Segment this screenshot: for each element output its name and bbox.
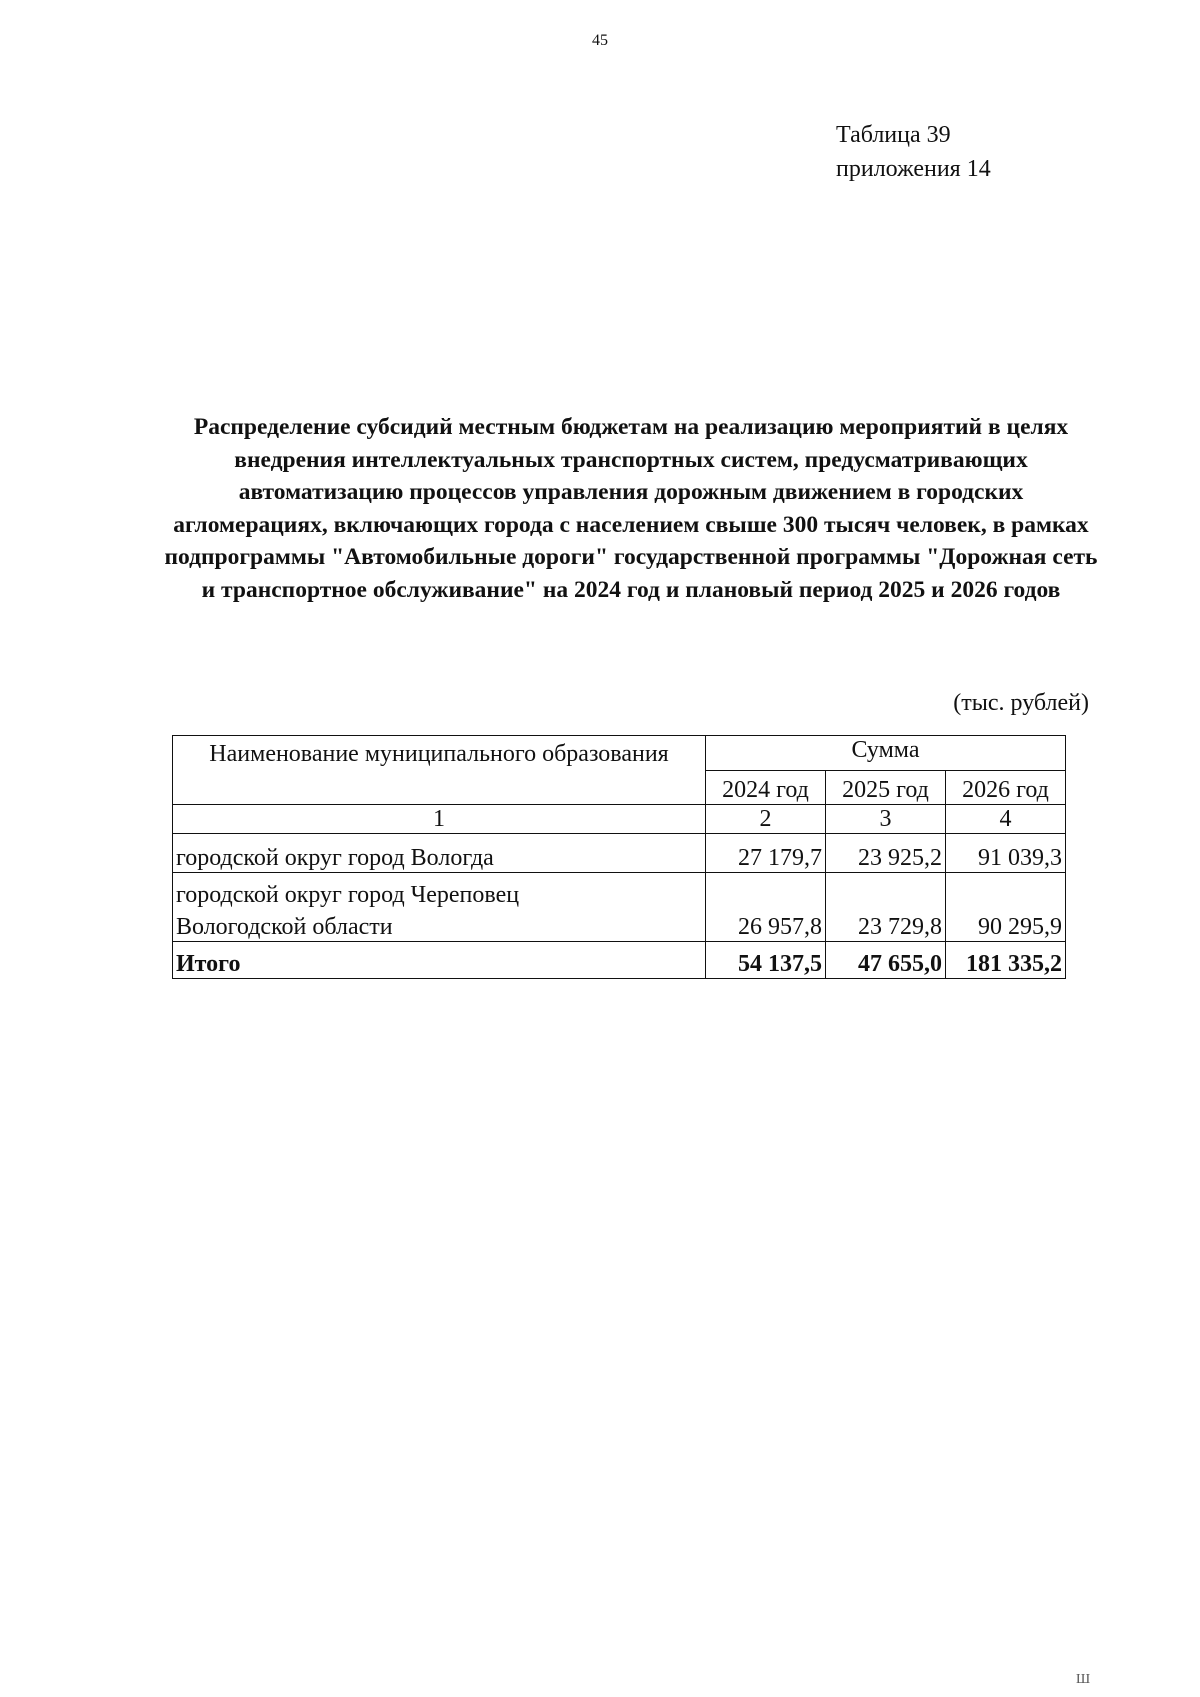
total-2026: 181 335,2 <box>946 942 1066 979</box>
value-2024: 26 957,8 <box>706 873 826 942</box>
header-row <box>173 736 1066 771</box>
header-year-2026: 2026 год <box>946 770 1066 805</box>
column-number: 2 <box>706 805 826 834</box>
value-2026: 91 039,3 <box>946 834 1066 873</box>
units-label: (тыс. рублей) <box>953 690 1089 716</box>
column-number: 1 <box>173 805 706 834</box>
page-number: 45 <box>592 32 608 49</box>
column-number: 3 <box>826 805 946 834</box>
header-name: Наименование муниципального образования <box>173 736 706 805</box>
table-row <box>173 873 1066 942</box>
municipality-name <box>173 873 706 942</box>
column-number: 4 <box>946 805 1066 834</box>
table-reference <box>836 118 991 186</box>
value-2026: 90 295,9 <box>946 873 1066 942</box>
table-ref-line1: Таблица 39 <box>836 122 951 148</box>
total-row <box>173 942 1066 979</box>
header-year-2024: 2024 год <box>706 770 826 805</box>
subsidy-table <box>172 735 1066 979</box>
document-title: Распределение субсидий местным бюджетам на реализацию мероприятий в целях внедрения интеллектуальных транспортных систем, предусматривающих автоматизацию процессов управления дорожным движением в городских агломерациях, включающих города с населением свыше 300 тысяч человек, в рамках подпрограммы "Автомобильные дороги" государственной программы "Дорожная сеть и транспортное обслуживание" на 2024 год и плановый период 2025 и 2026 годов <box>164 414 1098 603</box>
corner-mark: Ш <box>1076 1672 1091 1687</box>
table-ref-line2: приложения 14 <box>836 156 991 182</box>
column-numbers-row <box>173 805 1066 834</box>
municipality-name <box>173 834 706 873</box>
municipality-name-line2: Вологодской области <box>176 914 393 940</box>
value-2024: 27 179,7 <box>706 834 826 873</box>
value-2025: 23 729,8 <box>826 873 946 942</box>
value-2025: 23 925,2 <box>826 834 946 873</box>
total-2024: 54 137,5 <box>706 942 826 979</box>
total-label: Итого <box>173 942 706 979</box>
header-sum: Сумма <box>706 736 1066 771</box>
total-2025: 47 655,0 <box>826 942 946 979</box>
municipality-name-line1: городской округ город Вологда <box>176 845 494 871</box>
table-row <box>173 834 1066 873</box>
municipality-name-line1: городской округ город Череповец <box>176 882 520 908</box>
header-year-2025: 2025 год <box>826 770 946 805</box>
